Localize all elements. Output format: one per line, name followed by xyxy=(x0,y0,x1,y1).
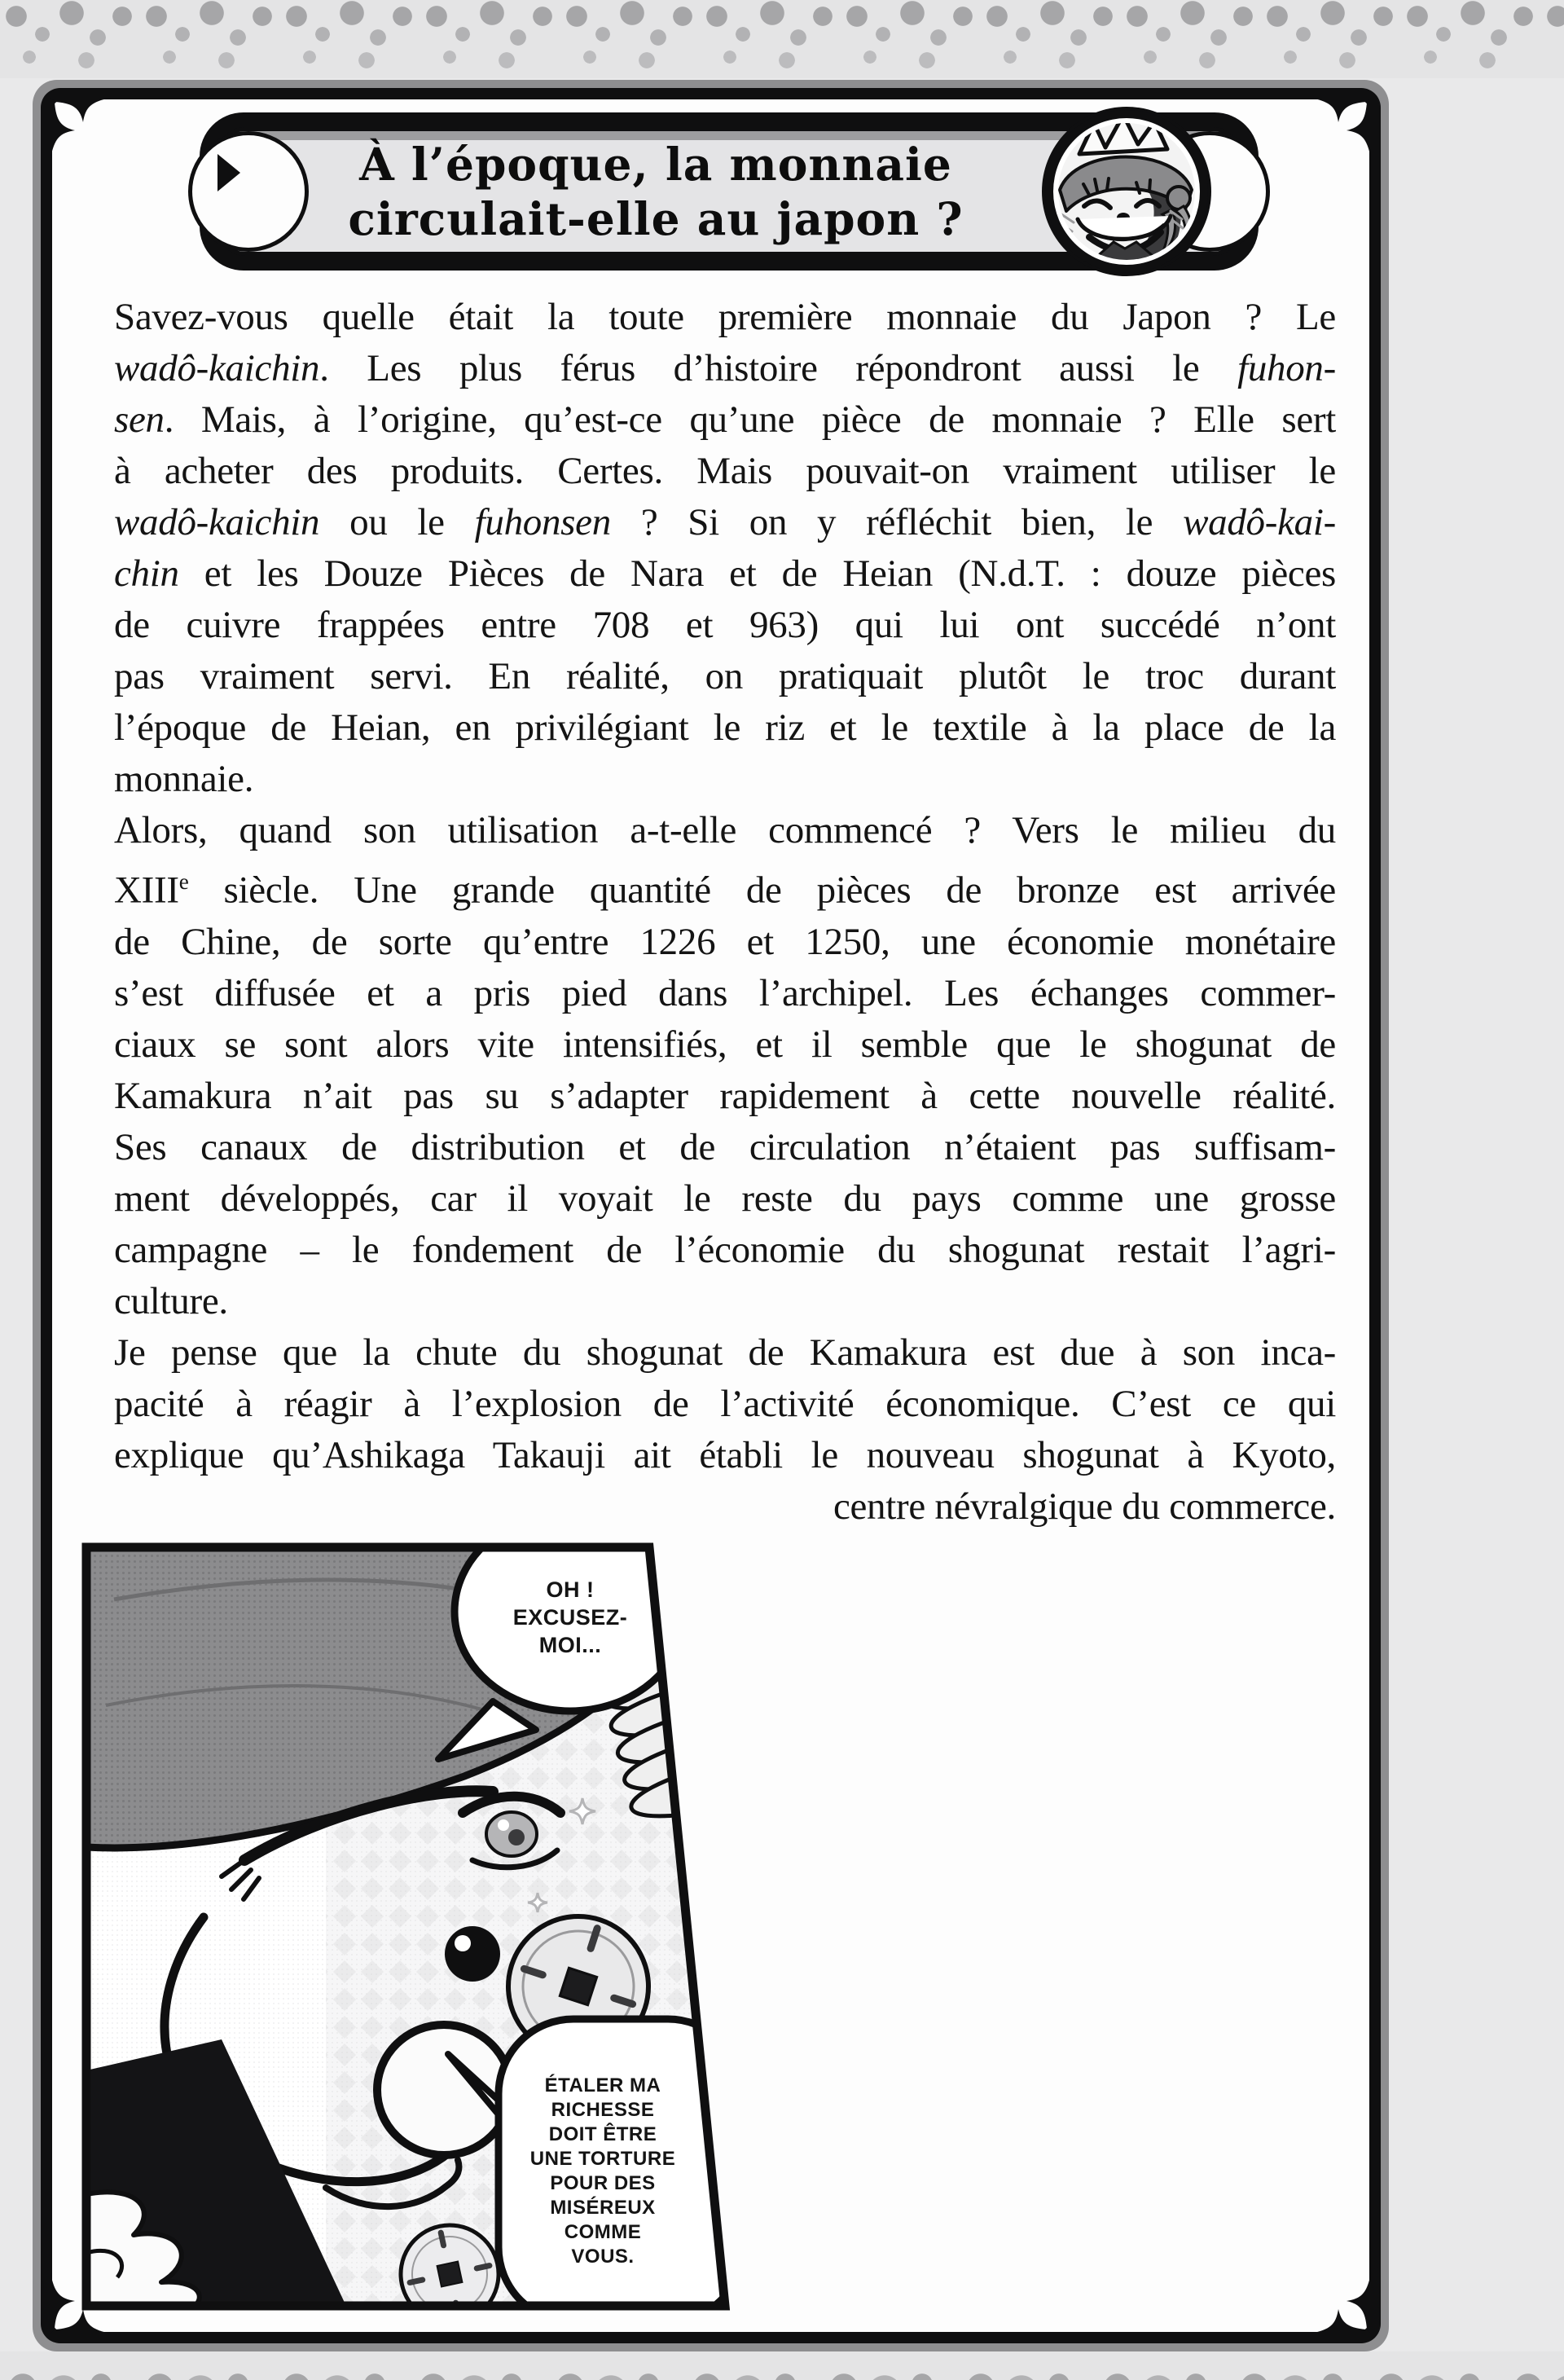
corner-flourish-icon xyxy=(1307,98,1371,161)
ornament-top-border xyxy=(0,0,1564,78)
body-line: de cuivre frappées entre 708 et 963) qui lui ont succédé n’ont xyxy=(114,604,1336,646)
character-portrait-icon xyxy=(1042,107,1211,276)
corner-flourish-icon xyxy=(1307,2270,1371,2334)
body-line: chin et les Douze Pièces de Nara et de Heian (N.d.T. : douze pièces xyxy=(114,552,1336,595)
body-line: Ses canaux de distribution et de circulation n’étaient pas suffisam- xyxy=(114,1125,1336,1168)
speech-bubble-1-text: OH ! EXCUSEZ- MOI... xyxy=(512,1577,628,1657)
body-line: Savez-vous quelle était la toute première monnaie du Japon ? Le xyxy=(114,296,1336,338)
corner-flourish-icon xyxy=(51,98,114,161)
body-line: pacité à réagir à l’explosion de l’activité économique. C’est ce qui xyxy=(114,1382,1336,1425)
body-line: explique qu’Ashikaga Takauji ait établi le nouveau shogunat à Kyoto, xyxy=(114,1433,1336,1476)
body-line: ment développés, car il voyait le reste du pays comme une grosse xyxy=(114,1177,1336,1220)
body-line: à acheter des produits. Certes. Mais pouvait-on vraiment utiliser le xyxy=(114,450,1336,492)
speech-bubble-2-text: ÉTALER MA RICHESSE DOIT ÊTRE UNE TORTURE POUR DES MISÉREUX COMME VOUS. xyxy=(529,2074,676,2268)
triangle-right-icon xyxy=(217,154,240,191)
body-line: culture. xyxy=(114,1279,228,1322)
body-line: pas vraiment servi. En réalité, on pratiquait plutôt le troc durant xyxy=(114,655,1336,697)
body-line: de Chine, de sorte qu’entre 1226 et 1250, une économie monétaire xyxy=(114,920,1336,963)
body-line: monnaie. xyxy=(114,758,254,800)
body-line: campagne – le fondement de l’économie du shogunat restait l’agri- xyxy=(114,1228,1336,1271)
body-text xyxy=(114,292,1336,1533)
nose-tip xyxy=(445,1926,500,1982)
body-line: XIIIe siècle. Une grande quantité de pièces de bronze est arrivée xyxy=(114,869,1336,912)
body-line: l’époque de Heian, en privilégiant le riz et le textile à la place de la xyxy=(114,706,1336,749)
body-line: Je pense que la chute du shogunat de Kamakura est due à son inca- xyxy=(114,1331,1336,1374)
body-line: centre névralgique du commerce. xyxy=(833,1485,1336,1528)
body-line: Kamakura n’ait pas su s’adapter rapidement à cette nouvelle réalité. xyxy=(114,1074,1336,1117)
body-line: Alors, quand son utilisation a-t-elle commencé ? Vers le milieu du xyxy=(114,809,1336,851)
body-line: ciaux se sont alors vite intensifiés, et il semble que le shogunat de xyxy=(114,1023,1336,1066)
body-line: wadô-kaichin ou le fuhonsen ? Si on y réfléchit bien, le wadô-kai- xyxy=(114,501,1336,543)
page-title-line-1: À l’époque, la monnaie xyxy=(359,138,952,191)
body-line: sen. Mais, à l’origine, qu’est-ce qu’une pièce de monnaie ? Elle sert xyxy=(114,398,1336,441)
ornament-bottom-border xyxy=(0,2351,1564,2380)
page-title xyxy=(248,127,1063,256)
title-banner xyxy=(200,112,1259,271)
page-title-line-2: circulait-elle au japon ? xyxy=(348,192,964,245)
body-line: s’est diffusée et a pris pied dans l’archipel. Les échanges commer- xyxy=(114,971,1336,1014)
body-line: wadô-kaichin. Les plus férus d’histoire répondront aussi le fuhon- xyxy=(114,347,1336,389)
